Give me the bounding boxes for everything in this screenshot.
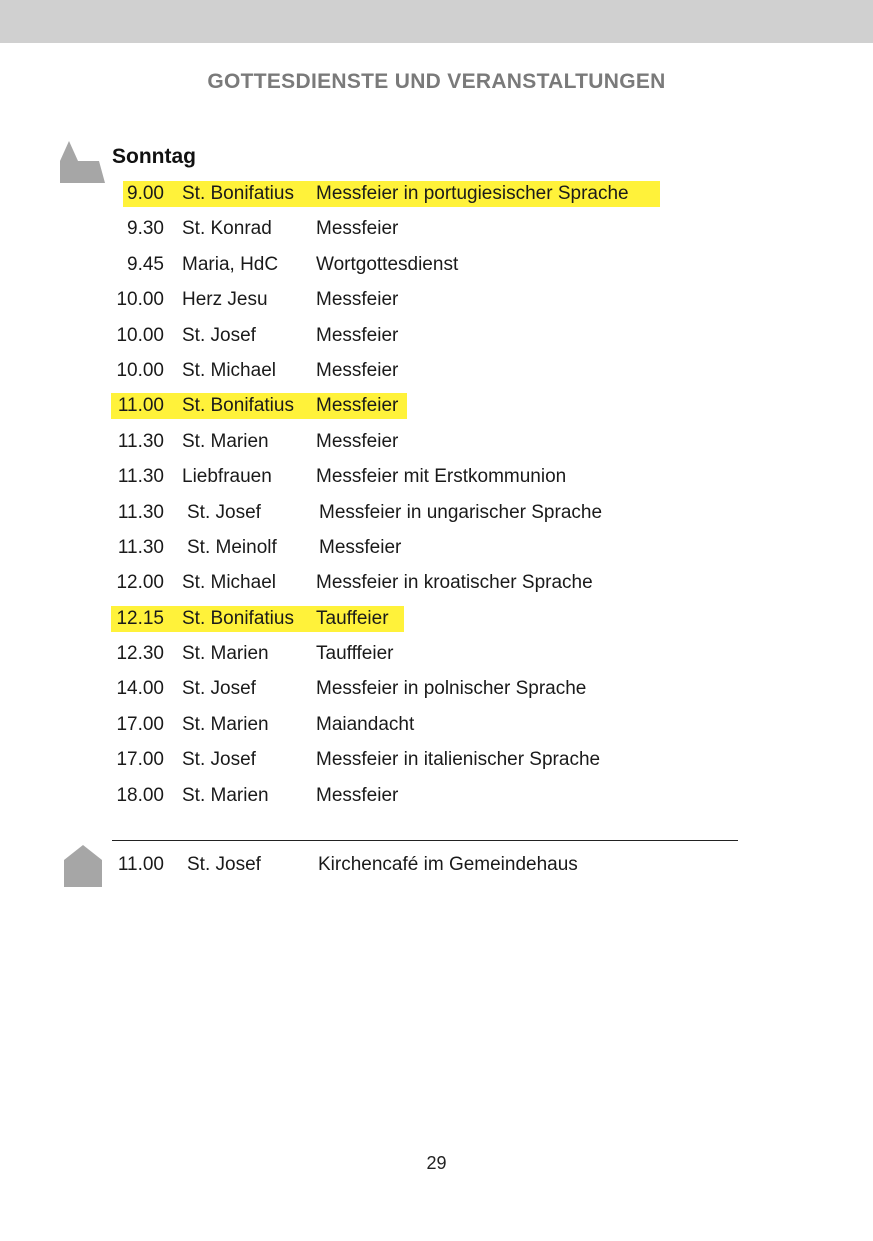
schedule-place: St. Marien: [182, 784, 269, 806]
schedule-time: 17.00: [116, 749, 164, 771]
event-row: [0, 847, 873, 883]
schedule-event: Messfeier: [316, 395, 399, 417]
schedule-place: St. Meinolf: [187, 536, 277, 558]
schedule-row: [0, 530, 873, 565]
schedule-row: [0, 671, 873, 706]
schedule-event: Messfeier: [316, 430, 399, 452]
schedule-row: [0, 601, 873, 636]
schedule-place: St. Konrad: [182, 218, 272, 240]
schedule-place: St. Michael: [182, 359, 276, 381]
schedule-event: Tauffeier: [316, 607, 389, 629]
schedule-time: 11.30: [117, 430, 164, 452]
schedule-time: 17.00: [116, 713, 164, 735]
schedule-list: [0, 176, 873, 813]
schedule-row: [0, 707, 873, 742]
schedule-row: [0, 778, 873, 813]
schedule-place: St. Bonifatius: [182, 183, 294, 204]
schedule-row: [0, 565, 873, 600]
schedule-event: Messfeier mit Erstkommunion: [316, 466, 567, 488]
schedule-time: 18.00: [116, 784, 164, 806]
schedule-place: St. Michael: [182, 572, 276, 594]
schedule-row: [0, 742, 873, 777]
schedule-time: 10.00: [116, 359, 164, 381]
schedule-time: 14.00: [116, 678, 164, 700]
schedule-event: Maiandacht: [316, 713, 415, 735]
schedule-place: St. Marien: [182, 713, 269, 735]
schedule-event: Messfeier: [316, 289, 399, 311]
schedule-row: [0, 282, 873, 317]
schedule-event: Messfeier in italienischer Sprache: [316, 749, 601, 771]
top-bar: [0, 0, 873, 43]
event-place: St. Josef: [187, 854, 261, 875]
schedule-event: Wortgottesdienst: [316, 253, 459, 275]
schedule-place: St. Bonifatius: [182, 395, 294, 417]
schedule-time: 9.00: [127, 183, 164, 204]
schedule-row: [0, 636, 873, 671]
schedule-time: 9.45: [127, 253, 164, 275]
schedule-event: Messfeier in ungarischer Sprache: [319, 501, 603, 523]
schedule-event: Messfeier: [316, 218, 399, 240]
schedule-event: Messfeier in polnischer Sprache: [316, 678, 587, 700]
page-title: GOTTESDIENSTE UND VERANSTALTUNGEN: [207, 70, 666, 93]
schedule-time: 9.30: [127, 218, 164, 240]
schedule-place: St. Marien: [182, 643, 269, 665]
schedule-place: Maria, HdC: [182, 253, 279, 275]
schedule-row: [0, 318, 873, 353]
schedule-row: [0, 495, 873, 530]
schedule-row: [0, 353, 873, 388]
schedule-event: Messfeier in kroatischer Sprache: [316, 572, 593, 594]
schedule-row: [0, 176, 873, 211]
schedule-place: Liebfrauen: [182, 466, 272, 488]
schedule-time: 11.30: [117, 536, 164, 558]
schedule-row: [0, 459, 873, 494]
schedule-time: 11.00: [117, 395, 164, 417]
schedule-place: St. Bonifatius: [182, 607, 294, 629]
schedule-event: Messfeier: [316, 784, 399, 806]
schedule-event: Messfeier: [316, 359, 399, 381]
event-description: Kirchencafé im Gemeindehaus: [318, 854, 578, 875]
schedule-event: Messfeier: [316, 324, 399, 346]
schedule-place: St. Josef: [182, 678, 256, 700]
schedule-place: Herz Jesu: [182, 289, 268, 311]
schedule-row: [0, 211, 873, 246]
schedule-time: 10.00: [116, 289, 164, 311]
schedule-time: 12.00: [116, 572, 164, 594]
page-number: 29: [426, 1153, 447, 1173]
event-time: 11.00: [117, 854, 164, 875]
schedule-event: Messfeier in portugiesischer Sprache: [316, 183, 629, 204]
schedule-event: Messfeier: [319, 536, 402, 558]
day-heading: Sonntag: [112, 145, 196, 168]
schedule-time: 10.00: [116, 324, 164, 346]
schedule-event: Taufffeier: [316, 643, 394, 665]
schedule-place: St. Josef: [182, 324, 256, 346]
section-divider: [112, 840, 738, 841]
schedule-row: [0, 247, 873, 282]
schedule-time: 11.30: [117, 466, 164, 488]
schedule-time: 12.30: [116, 643, 164, 665]
schedule-time: 12.15: [116, 607, 164, 629]
schedule-row: [0, 424, 873, 459]
schedule-row: [0, 388, 873, 423]
schedule-place: St. Josef: [182, 749, 256, 771]
schedule-time: 11.30: [117, 501, 164, 523]
schedule-place: St. Josef: [187, 501, 261, 523]
schedule-place: St. Marien: [182, 430, 269, 452]
